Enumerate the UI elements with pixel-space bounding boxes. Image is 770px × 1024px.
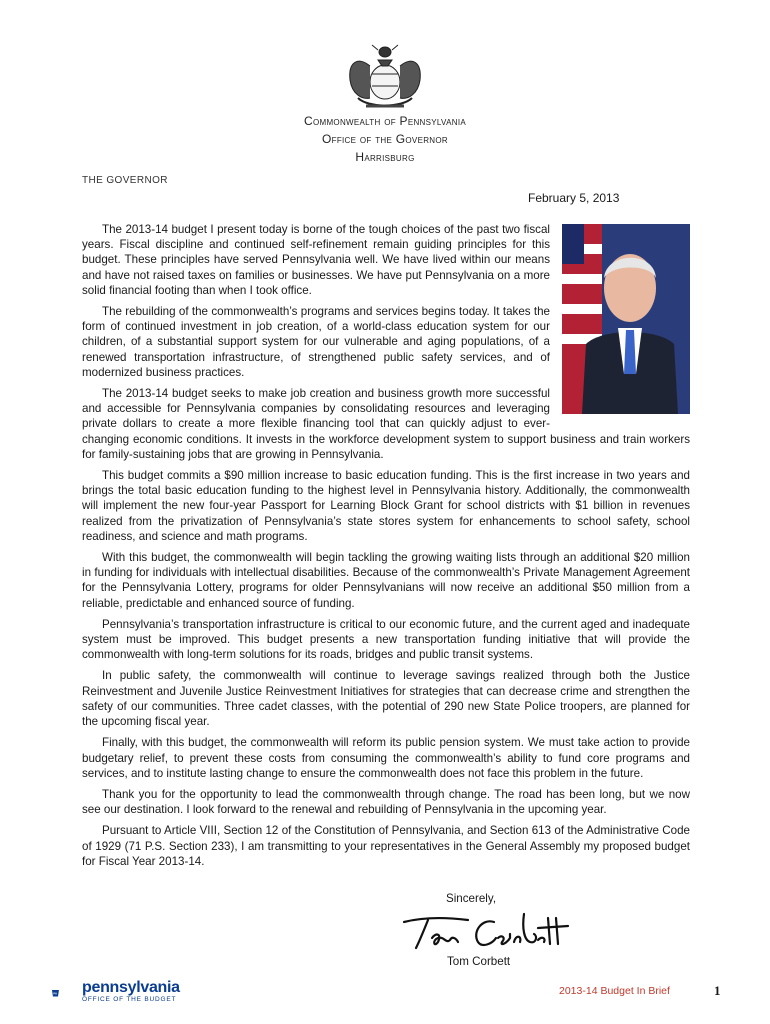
page-number: 1 — [714, 983, 721, 998]
paragraph-3: The 2013-14 budget seeks to make job creation and business growth more successful and accessible for Pennsylvania companies by consolidating resources and leveraging private dollars to create a more flexible financing tool that can quickly adjust to ever-changing economic conditions. It invests in the workforce development system to support business and train workers for family-sustaining jobs that are growing in Pennsylvania. — [82, 387, 690, 461]
paragraph-4: This budget commits a $90 million increase to basic education funding. This is the first increase in two years and brings the total basic education funding to the highest level in Pennsylvania history. Additionally, the commonwealth will implement the new four-year Passport for Learning Block Grant for school districts with $1 billion in revenues realized from the privatization of Pennsylvania’s state stores system for enhancements to school safety, school readiness, and science and math programs. — [82, 469, 690, 543]
footer-document-title: 2013-14 Budget In Brief — [559, 985, 670, 997]
signer-name: Tom Corbett — [447, 955, 511, 968]
letter-date: February 5, 2013 — [528, 191, 620, 205]
paragraph-9: Thank you for the opportunity to lead the commonwealth through change. The road has been long, but we now see our destination. I look forward to the renewal and rebuilding of Pennsylvania in the upcoming year. — [82, 787, 690, 817]
letter-body — [82, 222, 690, 875]
letterhead-line-3: Harrisburg — [355, 150, 415, 164]
closing: Sincerely, — [446, 892, 497, 905]
logo-subtitle: OFFICE OF THE BUDGET — [82, 996, 177, 1003]
paragraph-10: Pursuant to Article VIII, Section 12 of the Constitution of Pennsylvania, and Section 613 of the Administrative Code of 1929 (71 P.S. Section 233), I am transmitting to your representatives in the General Assembly my proposed budget for Fiscal Year 2013-14. — [82, 824, 690, 868]
sender-label: THE GOVERNOR — [82, 175, 168, 186]
logo-wordmark: pennsylvania — [82, 979, 180, 996]
pennsylvania-keystone-logo-icon — [52, 978, 82, 1008]
paragraph-7: In public safety, the commonwealth will continue to leverage savings realized through both the Justice Reinvestment and Juvenile Justice Reinvestment Initiatives for strategies that can decrease crime and strengthen the safety of our communities. Three cadet classes, with the potential of 290 new State Police troopers, are planned for the upcoming fiscal year. — [82, 669, 690, 729]
state-seal-icon — [338, 42, 432, 118]
paragraph-6: Pennsylvania’s transportation infrastructure is critical to our economic future, and the current aged and inadequate system must be improved. This budget presents a new transportation funding initiative that will provide the commonwealth with long-term solutions for its roads, bridges and public transit systems. — [82, 617, 690, 662]
handwritten-signature — [398, 908, 570, 952]
paragraph-2: The rebuilding of the commonwealth’s programs and services begins today. It takes the form of continued investment in job creation, of a world-class education system for our children, of a substantial support system for our vulnerable and aging populations, of a renewed transportation infrastructure, of strengthened public safety services, and of modernized business practices. — [82, 305, 550, 379]
paragraph-5: With this budget, the commonwealth will begin tackling the growing waiting lists through an additional $20 million in funding for individuals with intellectual disabilities. Because of the commonwealth’s Private Management Agreement for the Pennsylvania Lottery, programs for older Pennsylvanians will now receive an additional $50 million from a reliable, predictable and enhanced source of funding. — [82, 551, 690, 610]
paragraph-1: The 2013-14 budget I present today is borne of the tough choices of the past two fiscal years. Fiscal discipline and continued self-refinement remain guiding principles for this budget. These principles have served Pennsylvania well. We have lived within our means and have not raised taxes on families or businesses. We have put Pennsylvania on a more solid financial footing than when I took office. — [82, 223, 550, 297]
letterhead-line-2: Office of the Governor — [322, 132, 448, 146]
letterhead-line-1: Commonwealth of Pennsylvania — [304, 114, 466, 128]
governor-photo — [562, 224, 690, 414]
logo-badge-text: PA — [53, 992, 58, 996]
paragraph-8: Finally, with this budget, the commonwealth will reform its public pension system. We must take action to provide budgetary relief, to prevent these costs from consuming the commonwealth’s ability to fund core programs and services, and to institute lasting change to ensure the commonwealth does not face this problem in the future. — [82, 736, 690, 780]
